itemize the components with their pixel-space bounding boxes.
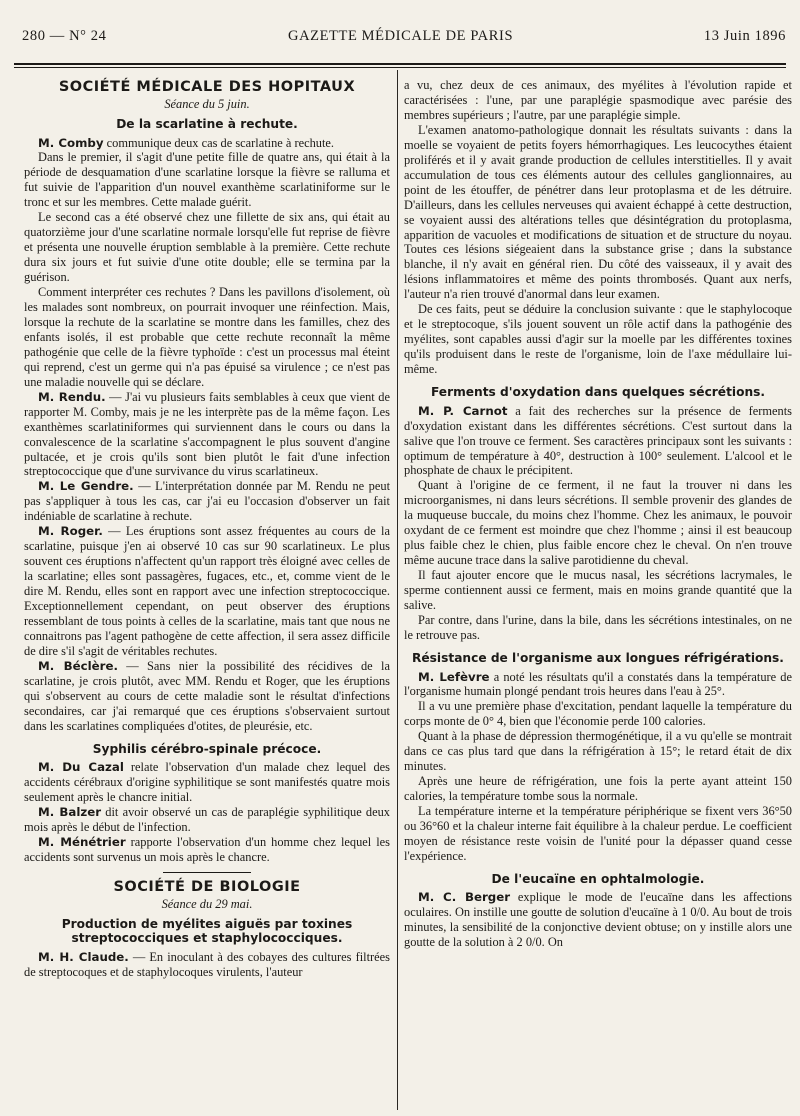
paragraph: Quant à l'origine de ce ferment, il ne faut la trouver ni dans les microorganismes, ni dans leurs sécrétions. Il semble provenir des glandes de la muqueuse buccale, du moins chez l'homme. Chez les animaux, le pouvoir oxydant de ce ferment est moindre que chez l'homme ; ainsi il est beaucoup plus faible chez le chien, plus faible encore chez le cheval. On n'en trouve même aucune trace dans la salive parotidienne du cheval. (404, 478, 792, 568)
paragraph-text: — L'interprétation donnée par M. Rendu ne peut pas s'appliquer à tous les cas, car j'ai eu l'occasion d'observer un fait indéniable de scarlatine à rechute. (24, 479, 391, 524)
journal-title: GAZETTE MÉDICALE DE PARIS (288, 28, 514, 44)
speaker-name: M. Roger. (38, 524, 103, 539)
speaker-name: M. Le Gendre. (38, 479, 134, 494)
speaker-name: M. Ménétrier (38, 834, 126, 849)
subsection-title: Production de myélites aiguës par toxines streptococciques et staphylococciques. (61, 916, 353, 946)
seance-date: Séance du 29 mai. (161, 896, 253, 911)
page-header (22, 28, 786, 52)
paragraph: Quant à la phase de dépression thermogénétique, il a vu qu'elle se montrait dans ce cas plus tard que dans la réfrigération à 15°; le retard était de dix minutes. (404, 729, 792, 774)
paragraph-text: relate l'observation d'un malade chez lequel des accidents cérébraux d'origine syphilitique se sont manifestés quatre mois seulement après le chancre initial. (24, 760, 390, 805)
paragraph (24, 136, 390, 151)
speaker-name: M. Du Cazal (38, 760, 124, 775)
subsection-title: Ferments d'oxydation dans quelques sécrétions. (430, 385, 766, 400)
paragraph: a vu, chez deux de ces animaux, des myélites à l'évolution rapide et caractérisées : l'une, par une paraplégie spasmodique avec parésie des membres supérieurs ; l'autre, par une paraplégie simple. (404, 78, 792, 122)
paragraph (24, 659, 390, 734)
paragraph (24, 760, 390, 805)
paragraph: De ces faits, peut se déduire la conclusion suivante : que le staphylocoque et le streptocoque, s'ils jouent souvent un rôle actif dans la pathogénie des myélites, sont capables aussi d'agir sur la moelle par les différentes toxines qu'ils produisent dans le reste de l'organisme, loin de l'axe médullaire lui-même. (404, 302, 792, 377)
paragraph (24, 805, 390, 835)
paragraph-text: a noté les résultats qu'il a constatés dans la température de l'organisme humain plongé pendant trois heures dans l'eau à 25°. (404, 669, 792, 699)
subsection-title: De la scarlatine à rechute. (116, 116, 298, 131)
left-column (24, 78, 390, 980)
paragraph (24, 479, 390, 524)
paragraph (404, 670, 792, 700)
speaker-name: M. P. Carnot (418, 403, 508, 418)
paragraph-text: rapporte l'observation d'un homme chez lequel les accidents sont survenus un mois après le chancre. (24, 834, 390, 864)
speaker-name: M. H. Claude. (38, 949, 129, 964)
paragraph: Après une heure de réfrigération, une fois la perte ayant atteint 150 calories, la température tombe sous la normale. (404, 774, 792, 804)
paragraph (404, 404, 792, 479)
paragraph-text: — J'ai vu plusieurs faits semblables à ceux que vient de rapporter M. Comby, mais je ne les interprète pas de la même façon. Les exanthèmes scarlatiniformes qui surviennent dans le cours ou dans la convalescence de la scarlatine s'accompagnent le plus souvent d'angine pultacée, et je crois qu'ils sont bien plutôt le fait d'une infection streptococcique que d'une survivance du virus scarlatineux. (24, 389, 390, 479)
speaker-name: M. Comby (38, 135, 104, 150)
section-title-biologie: SOCIÉTÉ DE BIOLOGIE (113, 878, 301, 895)
paragraph (24, 950, 390, 980)
header-rule-thick (14, 63, 786, 65)
paragraph (24, 835, 390, 865)
paragraph-text: communique deux cas de scarlatine à rechute. (103, 135, 335, 150)
speaker-name: M. Béclère. (38, 658, 118, 673)
paragraph: L'examen anatomo-pathologique donnait les résultats suivants : dans la moelle se voyaient de petits foyers hémorrhagiques. Les leucocythes étaient proliférés et il y avait grande production de cellules interstitielles. Il y avait accumulation de tous ces éléments autour des cellules ganglionnaires, au point de les étouffer, de pénétrer dans leur protoplasma et de les détruire. D'ailleurs, dans les cellules nerveuses qui avaient échappé à cette destruction, se voyaient aussi des altérations telles que désintégration du protoplasma, apparition de vacuoles et modifications de situation et de structure du noyau. Toutes ces lésions siégeaient dans la substance grise ; dans la substance blanche, il n'y avait en général rien. Du côté des vaisseaux, il y avait des lésions inflammatoires et même des points thrombosés. Quant aux nerfs, l'auteur n'a rien trouvé d'anormal dans leur examen. (404, 122, 792, 302)
header-rule-thin (14, 67, 786, 68)
paragraph-text: a fait des recherches sur la présence de ferments d'oxydation existant dans les différentes sécrétions. C'est surtout dans la salive que l'on trouve ce ferment. Ses caractères principaux sont les suivants : optimum de température à 40°, destruction à 100° seulement. L'alcool et le phosphate de chaux le précipitent. (404, 403, 792, 478)
paragraph: Il faut ajouter encore que le mucus nasal, les sécrétions lacrymales, le sperme contiennent aussi ce ferment, mais en moins grande quantité que la salive. (404, 568, 792, 613)
paragraph: Il a vu une première phase d'excitation, pendant laquelle la température du corps monte de 0° 4, bien que l'économie perde 100 calories. (404, 699, 792, 729)
paragraph: Le second cas a été observé chez une fillette de six ans, qui était au quatorzième jour d'une scarlatine normale lorsqu'elle fut reprise de fièvre et présenta une nouvelle éruption semblable à la première. Cette rechute dura six jours et fut suivie d'une otite double; elle se termina par la guérison. (24, 210, 390, 285)
section-separator (163, 872, 251, 873)
subsection-title: Résistance de l'organisme aux longues réfrigérations. (412, 650, 784, 665)
paragraph: Par contre, dans l'urine, dans la bile, dans les sécrétions intestinales, on ne le retrouve pas. (404, 613, 792, 642)
speaker-name: M. Balzer (38, 805, 102, 820)
paragraph-text: — En inoculant à des cobayes des cultures filtrées de streptocoques et de staphylocoques virulents, l'auteur (24, 949, 390, 979)
speaker-name: M. Lefèvre (418, 669, 490, 684)
paragraph (404, 890, 792, 950)
paragraph (24, 390, 390, 480)
section-title-hopitaux: SOCIÉTÉ MÉDICALE DES HOPITAUX (58, 79, 356, 95)
column-divider (397, 70, 398, 1110)
issue-date: 13 Juin 1896 (703, 28, 786, 44)
paragraph-text: — Les éruptions sont assez fréquentes au cours de la scarlatine, puisque j'en ai observé 10 cas sur 90 scarlatineux. Le plus souvent ces éruptions n'affectent qu'un rapport très éloigné avec celles de la scarlatine; elles sont passagères, fugaces, etc., et, comme vient de le dire M. Rendu, elles sont en rapport avec une infection streptococcique. Exceptionnellement cependant, on peut observer des éruptions ressemblant de tous points à celles de la scarlatine, mais tant que nous ne connaitrons pas l'agent pathogène de cette affection, il sera assez difficile de dire s'il s'agit de véritables rechutes. (24, 524, 390, 658)
paragraph: Comment interpréter ces rechutes ? Dans les pavillons d'isolement, où les malades sont nombreux, on pourrait invoquer une réinfection. Mais, lorsque la rechute de la scarlatine se montre dans les familles, chez des enfants isolés, il est probable que cette rechute reconnaît la même pathogénie que celle de la fièvre typhoïde : c'est un processus mal éteint qui reprend, c'est un germe qui n'a pas épuisé sa virulence ; ce n'est pas une maladie nouvelle qui se déclare. (24, 285, 390, 389)
speaker-name: M. Rendu. (38, 389, 106, 404)
paragraph: La température interne et la température périphérique se fixent vers 36°50 ou 36°60 et la chaleur interne fait équilibre à la chaleur perdue. Le coefficient moyen de résistance reste voisin de l'unité pour la dépasser quand cesse l'expérience. (404, 804, 792, 863)
page-number: 280 — N° 24 (22, 28, 107, 44)
subsection-title: Syphilis cérébro-spinale précoce. (92, 741, 322, 756)
seance-date: Séance du 5 juin. (164, 96, 250, 111)
right-column (404, 78, 792, 950)
paragraph: Dans le premier, il s'agit d'une petite fille de quatre ans, qui était à la période de desquamation d'une scarlatine lorsque la fièvre se ralluma et fut suivie de l'apparition d'un nouvel exanthème scarlatiniforme sur le tronc et sur les membres. Cette malade guérit. (24, 150, 390, 210)
subsection-title: De l'eucaïne en ophtalmologie. (491, 871, 705, 886)
paragraph-text: explique le mode de l'eucaïne dans les affections oculaires. On instille une goutte de solution d'eucaïne à 1 0/0. Au bout de trois minutes, la sensibilité de la conjonctive devient obtuse; on y instille alors une goutte de la solution à 2 0/0. On (404, 890, 792, 950)
speaker-name: M. C. Berger (418, 890, 511, 905)
paragraph (24, 524, 390, 659)
paragraph-text: dit avoir observé un cas de paraplégie syphilitique deux mois après le début de l'infection. (24, 805, 390, 835)
paragraph-text: — Sans nier la possibilité des récidives de la scarlatine, je crois plutôt, avec MM. Rendu et Roger, que les éruptions qui s'observent au cours de cette maladie sont le résultat d'infections secondaires, car j'ai remarqué que ces éruptions s'observaient surtout dans les scarlatines compliquées d'otites, de pleurésie, etc. (24, 658, 390, 733)
